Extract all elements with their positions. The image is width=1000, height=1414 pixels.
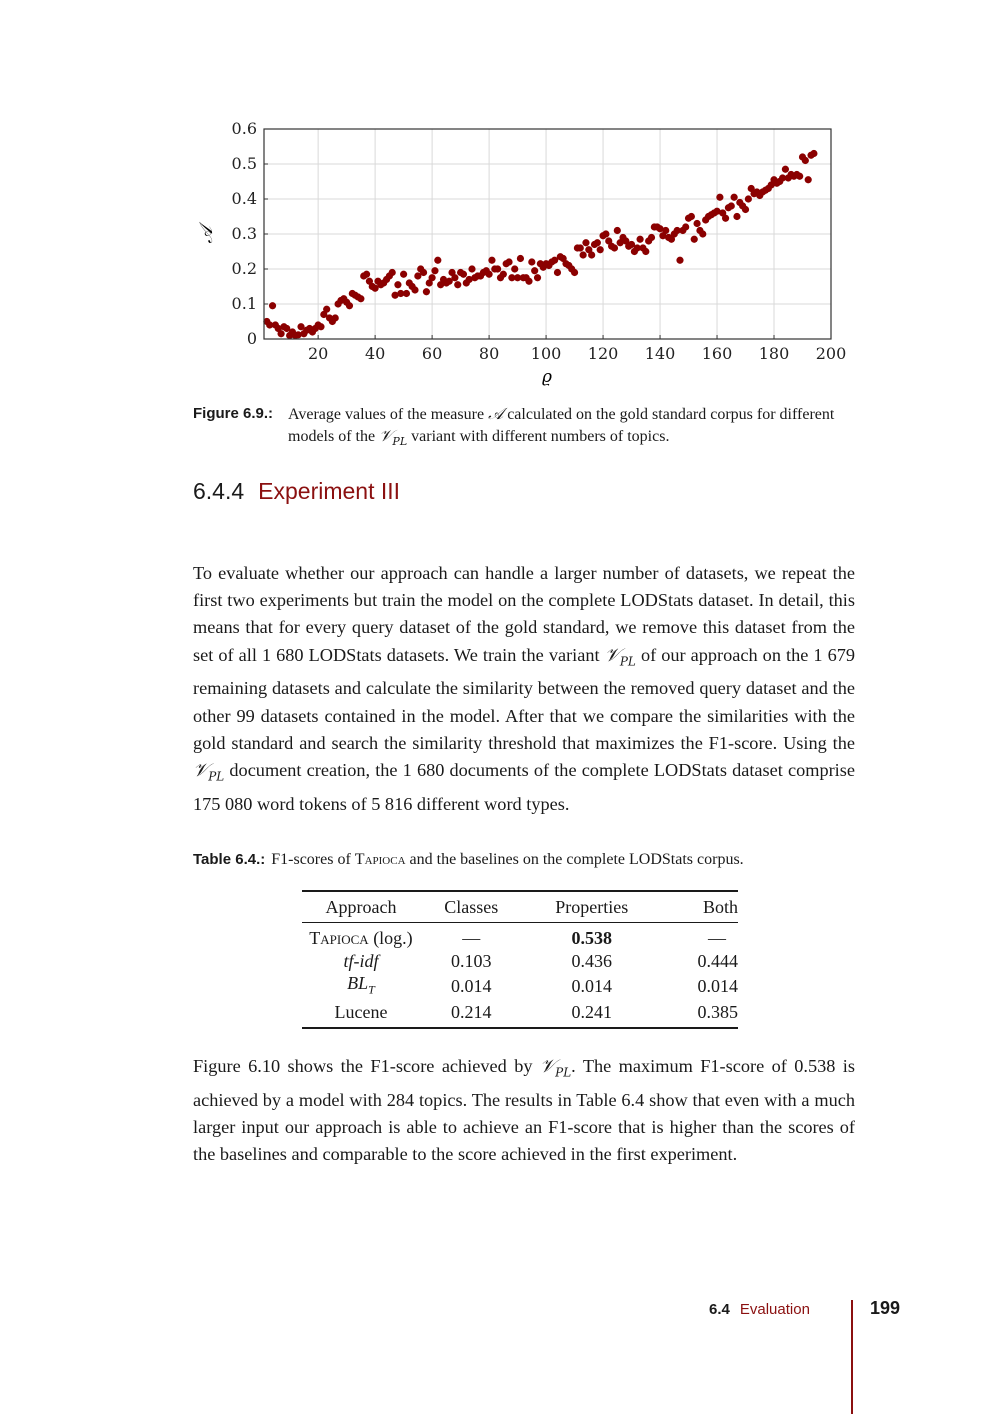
y-axis-ticks [232, 119, 268, 348]
svg-text:80: 80 [478, 344, 500, 363]
svg-text:180: 180 [758, 344, 790, 363]
svg-text:0.4: 0.4 [231, 189, 257, 208]
symbol-v: 𝒱 [193, 760, 209, 782]
symbol-v: 𝒱 [604, 644, 620, 666]
svg-text:0.3: 0.3 [231, 224, 257, 243]
header-approach: Approach [302, 891, 420, 923]
svg-text:40: 40 [364, 344, 386, 363]
footer-section-number: 6.4 [709, 1301, 730, 1318]
header-classes: Classes [420, 891, 523, 923]
approach-suffix: (log.) [368, 928, 413, 948]
svg-text:140: 140 [644, 344, 676, 363]
cell-approach: tf-idf [343, 950, 379, 971]
cell-properties: 0.538 [571, 928, 613, 948]
table-caption-text: F1-scores of [271, 851, 355, 868]
cell-both: 0.014 [697, 976, 738, 997]
scatter-chart [0, 0, 1000, 400]
svg-text:0.1: 0.1 [231, 294, 257, 313]
symbol-sub: PL [392, 435, 408, 449]
approach-name: Tapioca [309, 928, 369, 948]
data-points [263, 150, 817, 339]
footer-section-name: Evaluation [739, 1301, 810, 1318]
header-both: Both [661, 891, 738, 923]
table-caption [193, 851, 744, 869]
figure-caption [193, 403, 863, 449]
table-row [302, 923, 738, 950]
tapioca-name: Tapioca [354, 851, 406, 868]
cell-classes: — [462, 928, 481, 948]
section-heading [193, 478, 400, 505]
table-row [302, 972, 738, 1001]
figure-label: Figure 6.9.: [193, 405, 274, 422]
svg-text:160: 160 [701, 344, 733, 363]
svg-text:100: 100 [530, 344, 562, 363]
section-number: 6.4.4 [193, 478, 245, 504]
figure-caption-text [288, 403, 863, 452]
table-header-row [302, 891, 738, 923]
symbol-sub: PL [619, 654, 636, 669]
cell-properties: 0.241 [523, 1001, 662, 1028]
svg-text:0: 0 [246, 329, 257, 348]
symbol-sub: PL [208, 769, 225, 784]
cell-classes: 0.103 [451, 950, 492, 971]
symbol-sub: PL [555, 1065, 572, 1080]
symbol-a: 𝒜 [488, 404, 504, 423]
cell-both: 0.444 [697, 950, 738, 971]
svg-text:60: 60 [421, 344, 443, 363]
x-axis-label: ϱ [542, 367, 552, 387]
cell-classes: 0.214 [420, 1001, 523, 1028]
caption-text: variant with different numbers of topics. [407, 428, 670, 445]
paragraph-text: Figure 6.10 shows the F1-score achieved by [193, 1056, 540, 1076]
cell-approach [302, 923, 420, 950]
svg-text:20: 20 [307, 344, 329, 363]
symbol-v: 𝒱 [379, 426, 393, 445]
caption-text: Average values of the measure [288, 406, 489, 423]
table-label: Table 6.4.: [193, 851, 266, 868]
table-caption-text: and the baselines on the complete LODStats corpus. [405, 851, 744, 868]
footer-rule [851, 1300, 853, 1414]
svg-text:0.6: 0.6 [231, 119, 257, 138]
paragraph-results [193, 1053, 855, 1168]
svg-text:120: 120 [587, 344, 619, 363]
cell-properties: 0.436 [571, 950, 613, 971]
cell-classes: 0.014 [451, 976, 492, 997]
svg-text:0.2: 0.2 [231, 259, 257, 278]
page-number: 199 [870, 1298, 901, 1318]
cell-properties: 0.014 [571, 976, 613, 997]
table-row [302, 1001, 738, 1028]
symbol-v: 𝒱 [539, 1056, 556, 1077]
cell-both: 0.385 [661, 1001, 738, 1028]
header-properties: Properties [523, 891, 662, 923]
paragraph-text: document creation, the 1 680 documents of the complete LODStats dataset comprise 175 080 word tokens of 5 816 different word types. [193, 760, 855, 814]
paragraph-text: To evaluate whether our approach can handle a larger number of datasets, we repeat the first two experiments but train the model on the complete LODStats dataset. In detail, this means that for every query dataset of the gold standard, we remove this dataset from the set of all 1 680 LODStats datasets. We train the variant [193, 563, 855, 665]
caption-text: calculated on the gold standard corpus for different models of the [288, 406, 835, 445]
svg-text:200: 200 [815, 344, 847, 363]
cell-both: — [708, 928, 726, 948]
approach-name: BL [347, 973, 369, 993]
cell-approach: Lucene [302, 1001, 420, 1028]
results-table [302, 890, 738, 1029]
section-title: Experiment III [258, 478, 401, 504]
svg-text:0.5: 0.5 [231, 154, 257, 173]
paragraph-experiment [193, 560, 855, 818]
cell-approach [302, 972, 420, 1001]
paragraph-text: . The maximum F1-score of 0.538 is achieved by a model with 284 topics. The results in Table 6.4 show that even with a much larger input our approach is able to achieve an F1-score that is higher than the scores of the baselines and comparable to the score achieved in the first experiment. [193, 1056, 855, 1165]
table-row [302, 950, 738, 973]
y-axis-label: 𝒜 [196, 226, 217, 244]
approach-sub: T [368, 982, 375, 997]
paragraph-text: of our approach on the 1 679 remaining datasets and calculate the similarity between the removed query dataset and the other 99 datasets contained in the model. After that we compare the similarities with the gold standard and search the similarity threshold that maximizes the F1-score. Using the [193, 644, 856, 753]
running-footer [709, 1301, 810, 1318]
